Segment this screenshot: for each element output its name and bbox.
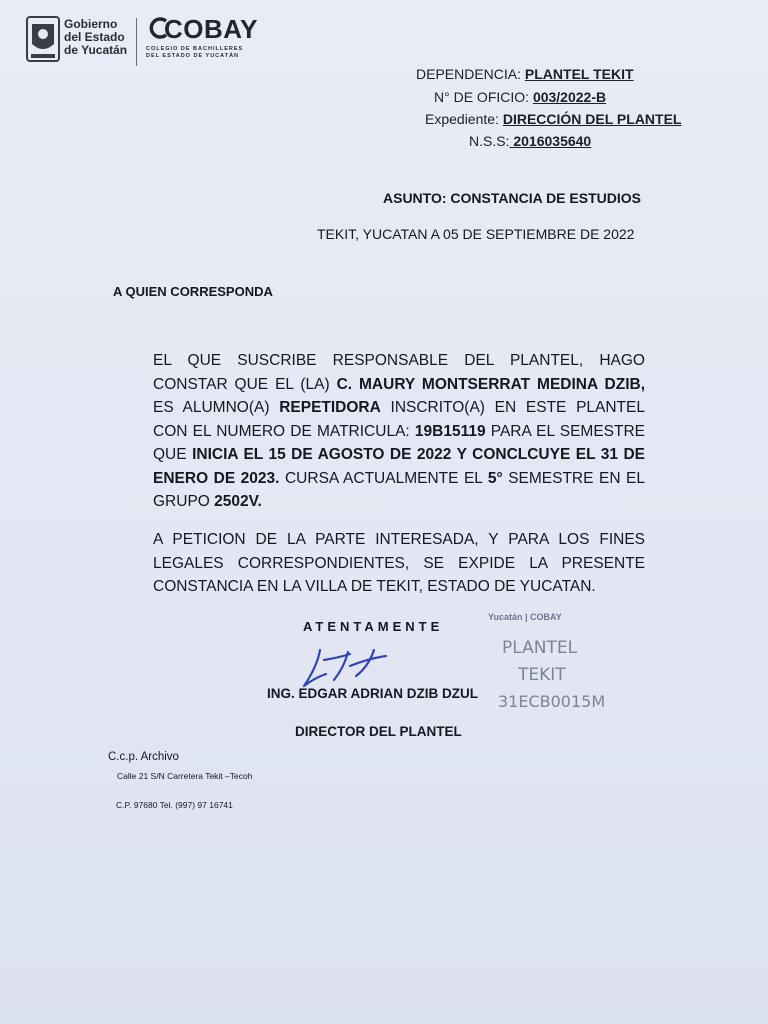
cobay-wordmark: COBAY: [164, 14, 259, 44]
body-paragraph-2: A PETICION DE LA PARTE INTERESADA, Y PARA LOS FINES LEGALES CORRESPONDIENTES, SE EXPIDE LA PRESENTE CONSTANCIA EN LA VILLA DE TEKIT, ESTADO DE YUCATAN.: [153, 531, 645, 595]
asunto-line: ASUNTO: CONSTANCIA DE ESTUDIOS: [383, 190, 641, 206]
body-bold-segment: 5°: [487, 469, 503, 487]
body-bold-segment: REPETIDORA: [279, 399, 381, 416]
body-bold-segment: INICIA EL 15 DE AGOSTO DE 2022 Y CONCLCUYE EL 31 DE ENERO DE 2023.: [153, 446, 645, 487]
oficio-row: [434, 89, 606, 105]
body-bold-segment: 19B15119: [414, 422, 486, 440]
signer-role: DIRECTOR DEL PLANTEL: [295, 724, 462, 739]
stamp-line-plantel: PLANTEL: [502, 638, 578, 658]
footer-address: Calle 21 S/N Carretera Tekit –Tecoh: [117, 771, 253, 781]
salutation: A QUIEN CORRESPONDA: [113, 284, 273, 299]
body-text-segment: EL QUE SUSCRIBE RESPONSABLE DEL PLANTEL, HAGO CONSTAR QUE EL (LA): [153, 352, 645, 393]
signer-name: ING. EDGAR ADRIAN DZIB DZUL: [267, 686, 478, 701]
stamp-line-tekit: TEKIT: [518, 665, 566, 685]
footer-cp-tel: C.P. 97680 Tel. (997) 97 16741: [116, 800, 233, 810]
body-text-segment: SEMESTRE EN EL GRUPO: [153, 469, 645, 510]
expediente-row: [425, 111, 681, 127]
stamp-header: Yucatán | COBAY: [488, 612, 562, 622]
cobay-subtitle-line: COLEGIO DE BACHILLERES: [146, 46, 244, 52]
dependencia-value: PLANTEL TEKIT: [524, 66, 634, 82]
body-bold-segment: 2502V.: [214, 493, 262, 510]
plantel-stamp: [488, 612, 606, 724]
body-text-segment: CURSA ACTUALMENTE EL: [279, 469, 488, 487]
nss-row: [469, 133, 591, 149]
body-bold-segment: C. MAURY MONTSERRAT MEDINA DZIB,: [336, 375, 645, 393]
nss-label: N.S.S:: [469, 133, 510, 149]
oficio-label: N° DE OFICIO:: [434, 89, 530, 105]
body-text-segment: ES ALUMNO(A): [153, 399, 280, 416]
gobierno-yucatan-wordmark: [64, 18, 127, 57]
dependencia-label: DEPENDENCIA:: [416, 66, 522, 82]
expediente-value: DIRECCIÓN DEL PLANTEL: [502, 111, 682, 127]
dependencia-row: [416, 66, 634, 82]
nss-value: 2016035640: [509, 133, 592, 149]
gobierno-line: Gobierno: [64, 17, 118, 31]
body-text-segment: PARA EL SEMESTRE QUE: [153, 422, 646, 463]
gobierno-line: del Estado: [64, 30, 125, 44]
body-paragraph-1: [153, 349, 645, 514]
gobierno-line: de Yucatán: [64, 43, 128, 57]
expediente-label: Expediente:: [425, 111, 499, 127]
ccp-archivo: C.c.p. Archivo: [108, 751, 179, 763]
date-line: TEKIT, YUCATAN A 05 DE SEPTIEMBRE DE 2022: [317, 226, 635, 242]
header-divider: [136, 18, 137, 66]
cobay-subtitle-line: DEL ESTADO DE YUCATÁN: [146, 53, 240, 59]
cobay-subtitle: [146, 46, 243, 60]
body-text-segment: INSCRITO(A) EN ESTE PLANTEL CON EL NUMERO DE MATRICULA:: [153, 399, 645, 440]
closing-atentamente: ATENTAMENTE: [303, 619, 444, 634]
oficio-value: 003/2022-B: [532, 89, 607, 105]
gobierno-yucatan-shield-icon: [26, 16, 60, 62]
stamp-line-clave: 31ECB0015M: [498, 692, 606, 711]
